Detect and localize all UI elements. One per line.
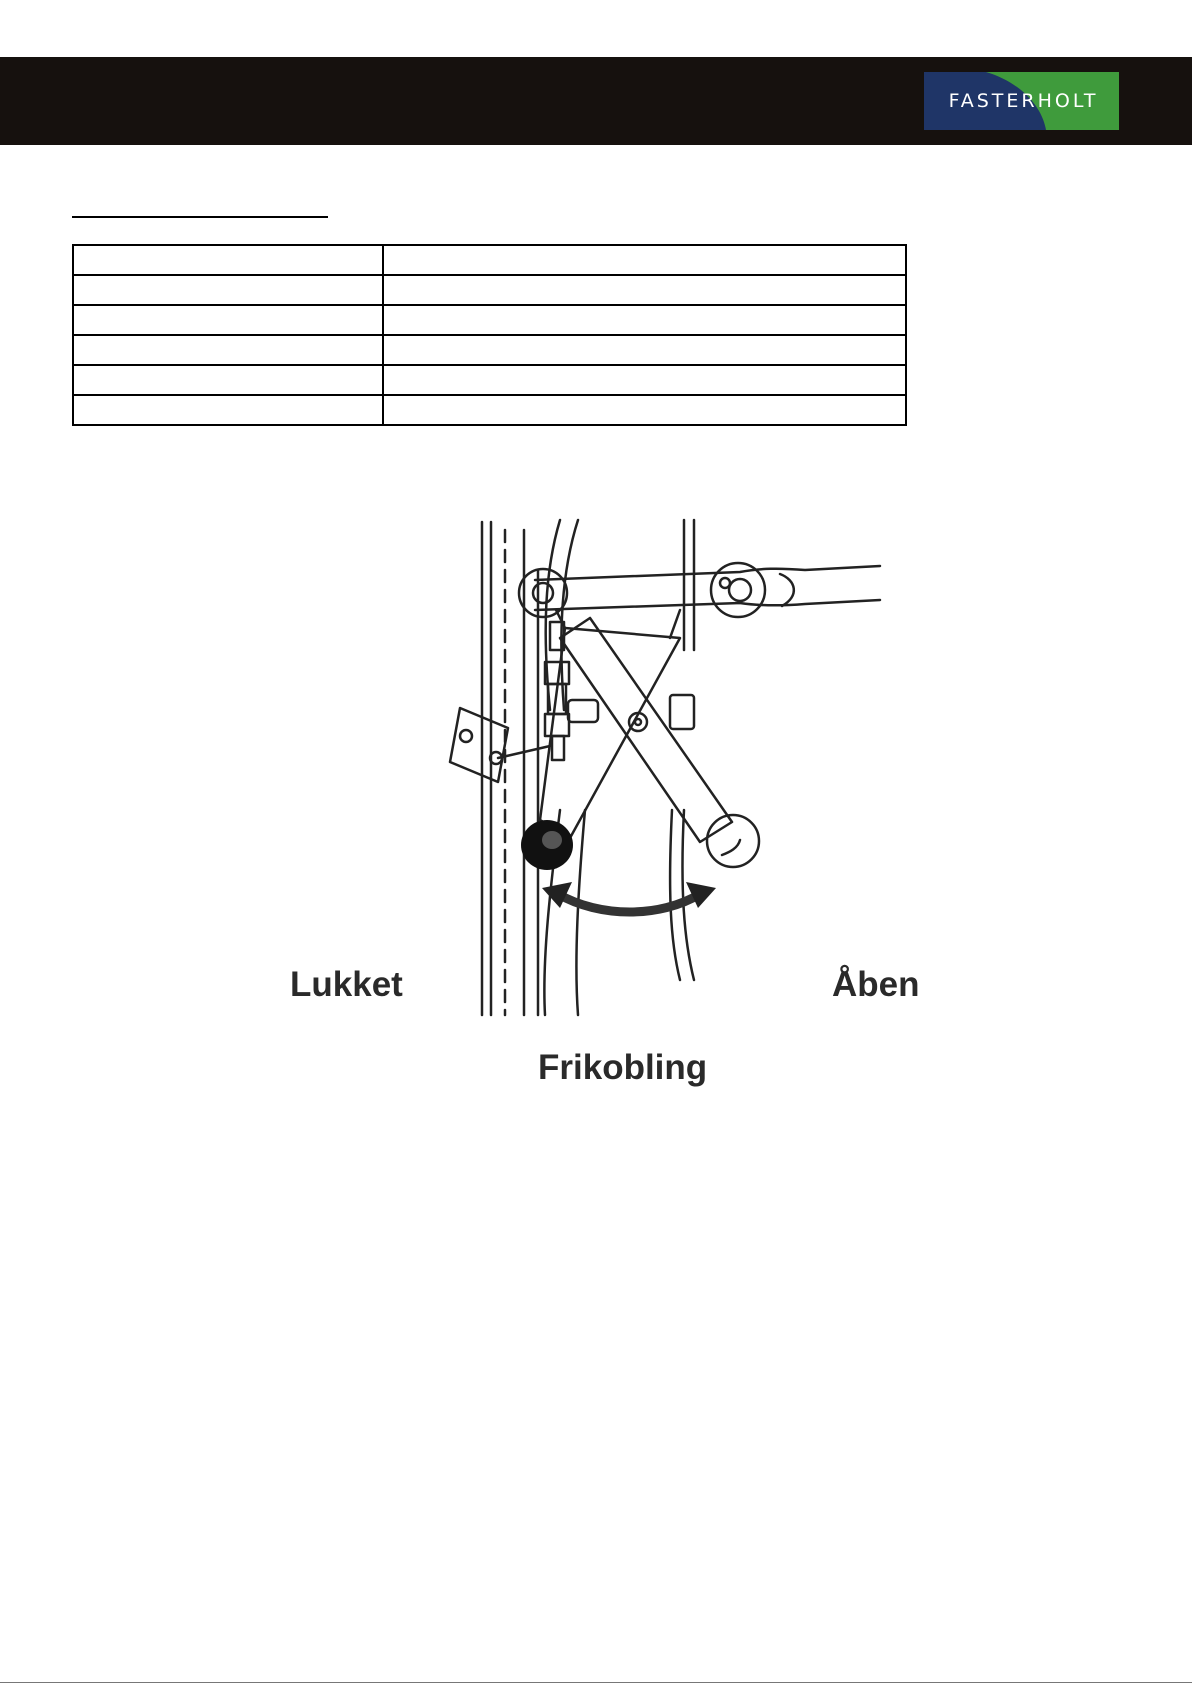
table-cell — [383, 245, 906, 275]
table-cell — [73, 245, 383, 275]
table-cell — [73, 335, 383, 365]
table-cell — [73, 395, 383, 425]
footer-rule — [0, 1682, 1192, 1683]
table-cell — [73, 305, 383, 335]
table-row — [73, 365, 906, 395]
table-cell — [383, 275, 906, 305]
table-cell — [73, 365, 383, 395]
fasterholt-logo — [924, 72, 1119, 130]
section-heading-underline — [72, 216, 328, 218]
table-cell — [383, 305, 906, 335]
table-cell — [73, 275, 383, 305]
release-caption: Frikobling — [538, 1048, 708, 1087]
closed-label: Lukket — [290, 965, 403, 1004]
table-row — [73, 245, 906, 275]
valve-release-illustration — [260, 510, 940, 1100]
table-cell — [383, 335, 906, 365]
valve-mechanism-drawing — [260, 510, 940, 1100]
open-label: Åben — [832, 965, 920, 1004]
table-row — [73, 395, 906, 425]
table-cell — [383, 365, 906, 395]
spec-table — [72, 244, 907, 426]
table-row — [73, 275, 906, 305]
table-row — [73, 335, 906, 365]
logo-text: FASTERHOLT — [948, 90, 1099, 112]
table-row — [73, 305, 906, 335]
table-cell — [383, 395, 906, 425]
